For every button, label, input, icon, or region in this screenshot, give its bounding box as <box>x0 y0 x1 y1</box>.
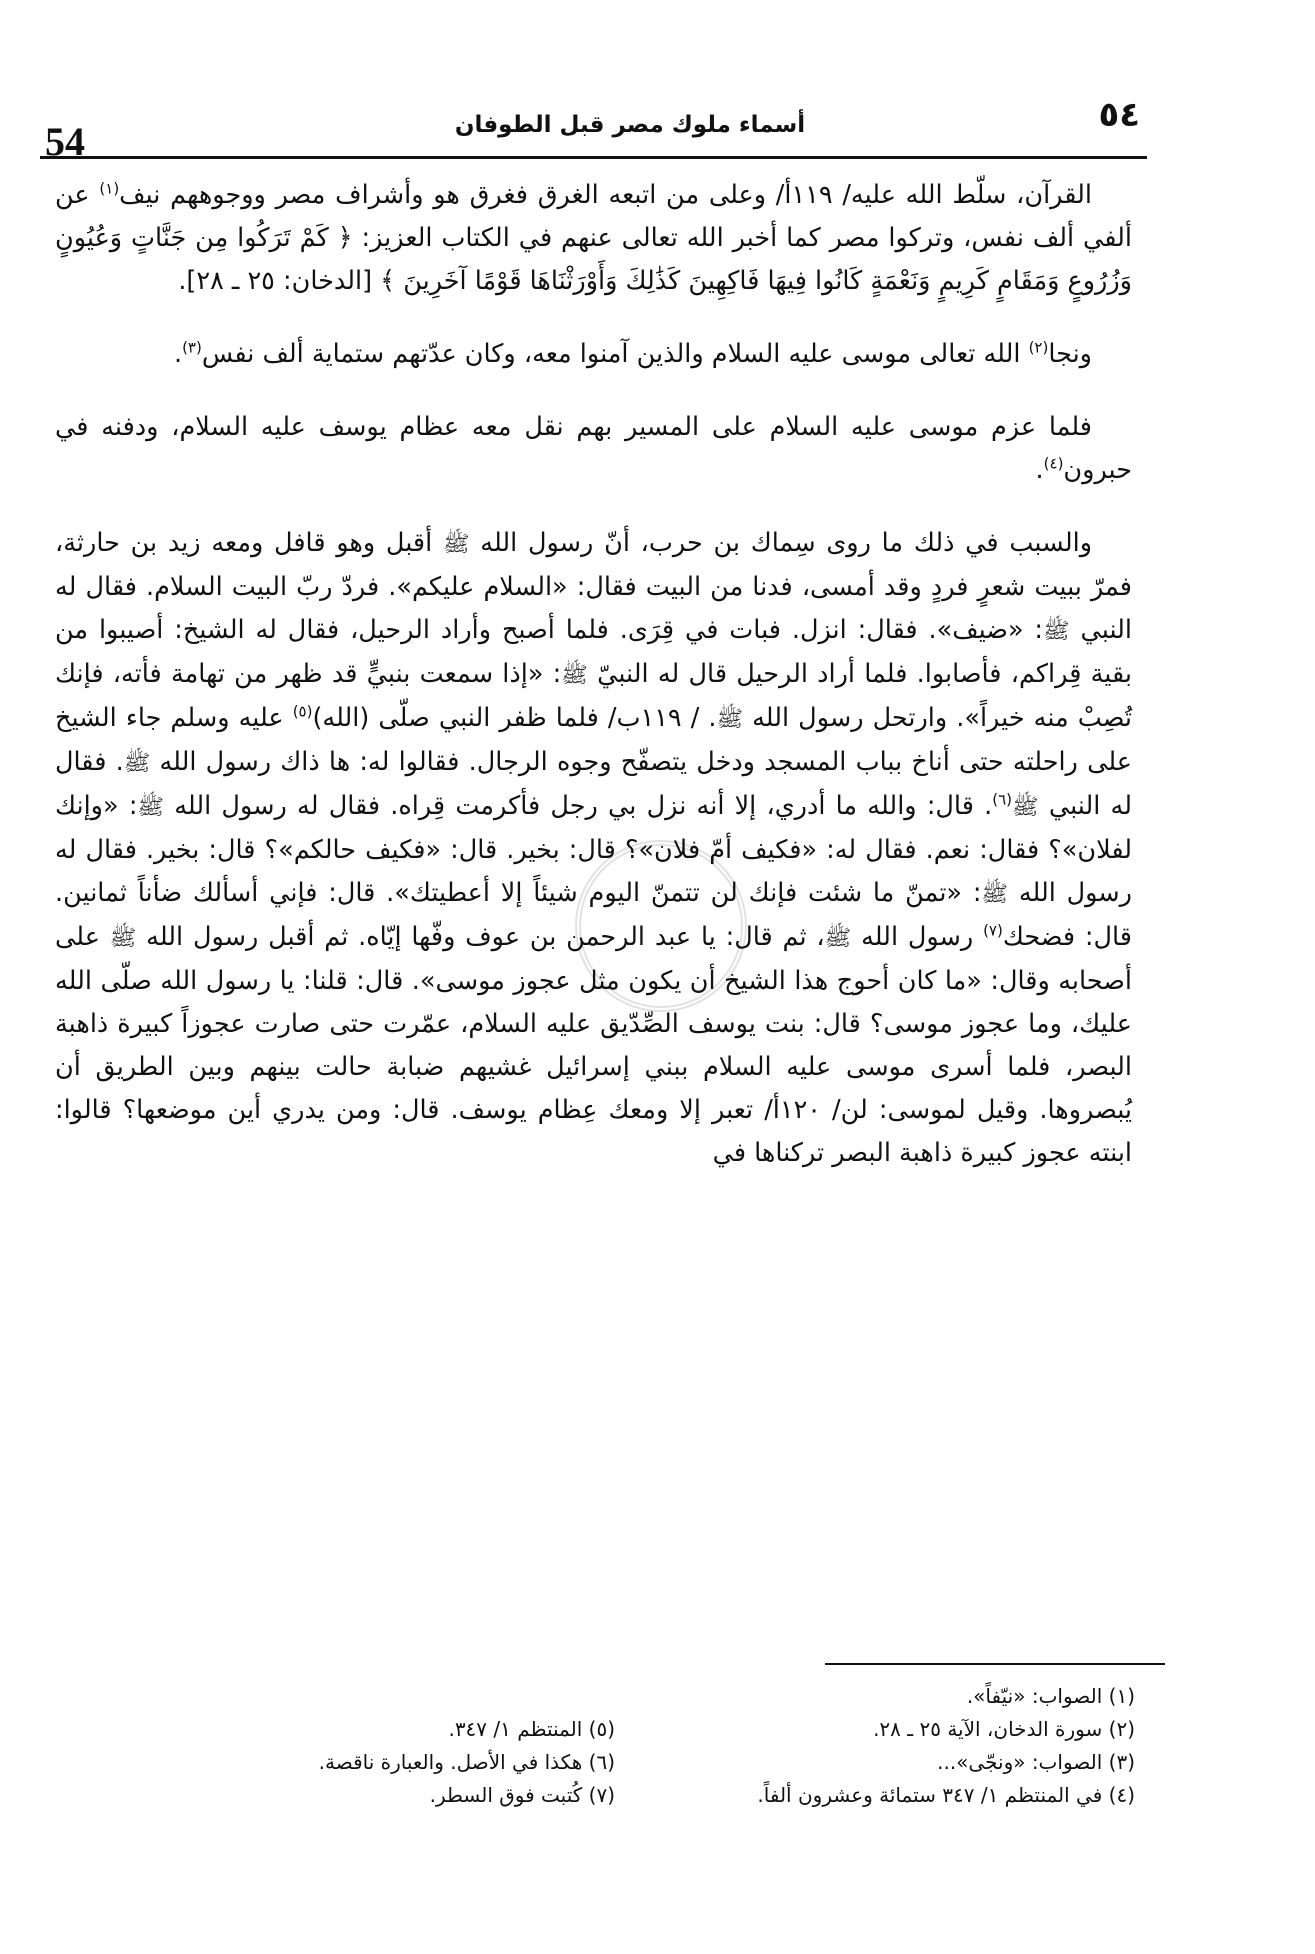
footnote-ref: (٥) <box>292 702 313 721</box>
paragraph <box>55 406 1132 492</box>
footnote-ref: (٧) <box>983 921 1003 940</box>
text-run: أقبل وهو قافل ومعه زيد بن حارثة، فمرّ ببيت شعرٍ فردٍ وقد أمسى، فدنا من البيت فقال: «السلام عليكم». فردّ ربّ البيت السلام. فقال له النبي <box>55 528 1132 645</box>
footnote-ref: (٢) <box>1028 338 1049 357</box>
paragraph <box>55 333 1132 376</box>
footnote-rule <box>825 1663 1165 1665</box>
text-run: الله تعالى موسى عليه السلام والذين آمنوا معه، وكان عدّتهم ستماية ألف نفس <box>201 339 1021 369</box>
footnote-empty <box>135 1680 615 1713</box>
footnote-ref: (١) <box>99 179 120 198</box>
page-number-arabic: ٥٤ <box>1098 95 1140 135</box>
salutation-glyph: ﷺ <box>109 926 137 951</box>
paragraph <box>55 174 1132 303</box>
footnote-2: (٢) سورة الدخان، الآية ٢٥ ـ ٢٨. <box>873 1717 1135 1741</box>
text-run: : «إذا سمعت بنبيٍّ قد ظهر من تهامة فأته، فإنك تُصِبْ منه خيراً». وارتحل رسول الله <box>55 659 1132 733</box>
footnote-row <box>135 1746 1135 1779</box>
footnote-row <box>135 1680 1135 1713</box>
footnote-1: (١) الصواب: «نيّفاً». <box>966 1684 1135 1708</box>
text-run: والسبب في ذلك ما روى سِماك بن حرب، أنّ رسول الله <box>480 528 1093 558</box>
footnote-ref: (٣) <box>182 338 202 357</box>
salutation-glyph: ﷺ <box>981 882 1008 907</box>
page-number-latin: 54 <box>45 119 85 164</box>
text-run: رسول الله <box>861 922 974 952</box>
text-run: القرآن، سلّط الله عليه/ ١١٩أ/ وعلى من اتبعه الغرق فغرق هو وأشراف مصر ووجوههم نيف <box>119 180 1092 210</box>
salutation-glyph: ﷺ <box>716 707 744 732</box>
text-run: . قال: والله ما أدري، إلا أنه نزل بي رجل فأكرمت قِراه. فقال له رسول الله <box>174 791 993 821</box>
text-run: على أصحابه وقال: «ما كان أحوج هذا الشيخ أن يكون مثل عجوز موسى». قال: قلنا: يا رسول الله صلّى الله عليك، وما عجوز موسى؟ قال: بنت يوسف الصِّدّيق عليه السلام، عمّرت حتى صارت عجوزاً كبيرة ذاهبة البصر، فلما أسرى موسى عليه السلام ببني إسرائيل غشيهم ضبابة حالت بينهم وبين الطريق أن يُبصروها. وقيل لموسى: لن/ ١٢٠أ/ تعبر إلا ومعك عِظام يوسف. قال: ومن يدري أين موضعها؟ قالوا: ابنته عجوز كبيرة ذاهبة البصر تركناها في <box>55 922 1132 1168</box>
text-run: . <box>173 339 183 369</box>
salutation-glyph: ﷺ <box>561 663 588 688</box>
text-run: عن ألفي ألف نفس، وتركوا مصر كما أخبر الله تعالى عنهم في الكتاب العزيز: ﴿ كَمْ تَرَكُوا مِن جَنَّاتٍ وَعُيُونٍ وَزُرُوعٍ وَمَقَامٍ كَرِيمٍ وَنَعْمَةٍ كَانُوا فِيهَا فَاكِهِينَ كَذَٰلِكَ وَأَوْرَثْنَاهَا قَوْمًا آخَرِينَ ﴾ [الدخان: ٢٥ ـ ٢٨]. <box>55 180 1132 296</box>
text-run: . فقال له النبي <box>55 747 1132 821</box>
main-text <box>55 174 1132 1175</box>
footnote-row <box>135 1779 1135 1812</box>
footnote-5: (٥) المنتظم ١/ ٣٤٧. <box>448 1717 615 1741</box>
salutation-glyph: ﷺ <box>1012 795 1039 820</box>
salutation-glyph: ﷺ <box>442 532 470 557</box>
text-run: : «تمنّ ما شئت فإنك لن تتمنّ اليوم شيئاً إلا أعطيتك». قال: فإني أسألك ضأناً ثمانين. قال: فضحك <box>55 878 1132 952</box>
text-run: : «ضيف». فقال: انزل. فبات في قِرَى. فلما أصبح وأراد الرحيل، فقال له الشيخ: أصيبوا من بقية قِراكم، فأصابوا. فلما أراد الرحيل قال له النبيّ <box>55 615 1133 689</box>
footnote-row <box>135 1713 1135 1746</box>
salutation-glyph: ﷺ <box>137 795 164 820</box>
header-rule <box>40 156 1147 159</box>
footnote-ref: (٤) <box>1043 454 1064 473</box>
running-title: أسماء ملوك مصر قبل الطوفان <box>454 112 806 138</box>
salutation-glyph: ﷺ <box>123 751 151 776</box>
salutation-glyph: ﷺ <box>1043 619 1070 644</box>
text-run: . <box>1035 455 1044 485</box>
text-run: : «وإنك لفلان»؟ فقال: نعم. فقال له: «فكيف أمّ فلان»؟ قال: بخير. قال: «فكيف حالكم»؟ قال: بخير. فقال له رسول الله <box>55 791 1132 908</box>
footnote-4: (٤) في المنتظم ١/ ٣٤٧ ستمائة وعشرون ألفاً. <box>757 1783 1135 1807</box>
text-run: عليه وسلم جاء الشيخ على راحلته حتى أناخ بباب المسجد ودخل يتصفّح وجوه الرجال. فقالوا له: ها ذاك رسول الله <box>55 703 1132 777</box>
text-run: ، ثم قال: يا عبد الرحمن بن عوف وفّها إيّاه. ثم أقبل رسول الله <box>146 922 825 952</box>
footnote-7: (٧) كُتبت فوق السطر. <box>429 1783 615 1807</box>
paragraph <box>55 522 1132 1175</box>
footnote-ref: (٦) <box>992 790 1013 809</box>
salutation-glyph: ﷺ <box>824 926 852 951</box>
text-run: ونجا <box>1048 339 1092 369</box>
footnotes <box>135 1680 1135 1812</box>
text-run: . / ١١٩ب/ فلما ظفر النبي صلّى (الله) <box>312 703 717 733</box>
footnote-6: (٦) هكذا في الأصل. والعبارة ناقصة. <box>318 1750 615 1774</box>
footnote-3: (٣) الصواب: «ونجّى»... <box>937 1750 1135 1774</box>
text-run: فلما عزم موسى عليه السلام على المسير بهم نقل معه عظام يوسف عليه السلام، ودفنه في حبرون <box>55 412 1132 485</box>
